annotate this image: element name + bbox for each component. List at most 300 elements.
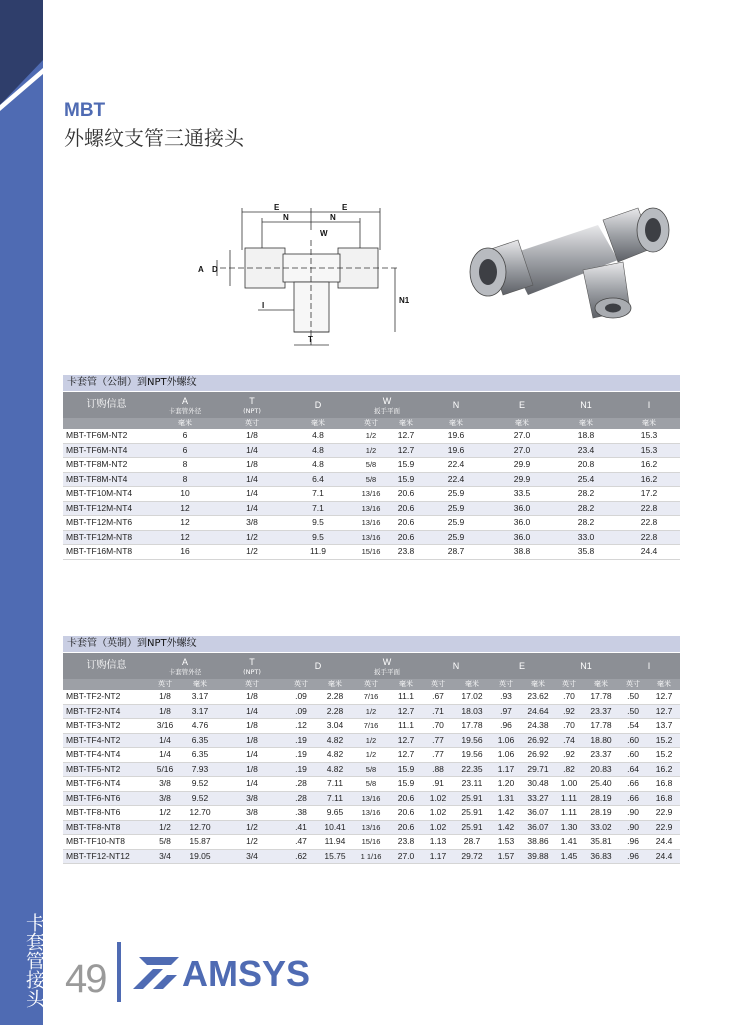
table-cell: 27.0 xyxy=(390,849,422,864)
table-cell: 15.9 xyxy=(390,458,422,473)
col-n: N xyxy=(422,653,490,679)
imperial-table xyxy=(63,653,680,864)
table-cell: .66 xyxy=(618,791,648,806)
table-cell: 17.78 xyxy=(584,719,618,734)
table-cell: .09 xyxy=(284,690,318,704)
table-cell: 33.27 xyxy=(522,791,554,806)
table-cell: 25.91 xyxy=(454,820,490,835)
table-cell: 13/16 xyxy=(352,487,390,502)
table-cell: 13.7 xyxy=(648,719,680,734)
table-cell: 1/4 xyxy=(220,777,284,792)
table-cell: .38 xyxy=(284,806,318,821)
table-cell: 28.2 xyxy=(554,487,618,502)
table-cell: 11.1 xyxy=(390,690,422,704)
table-cell: 17.2 xyxy=(618,487,680,502)
table-cell: 1.53 xyxy=(490,835,522,850)
table-cell: 12 xyxy=(150,501,220,516)
table-cell: 16.2 xyxy=(648,762,680,777)
table-cell: 1/8 xyxy=(220,429,284,443)
table-cell: 29.9 xyxy=(490,472,554,487)
unit-e: 毫米 xyxy=(490,418,554,429)
order-code-cell: MBT-TF2-NT4 xyxy=(63,704,150,719)
table-row xyxy=(63,530,680,545)
unit-in: 英寸 xyxy=(220,679,284,690)
table-cell: 35.8 xyxy=(554,545,618,560)
table-cell: 1.02 xyxy=(422,806,454,821)
order-code-cell: MBT-TF8-NT8 xyxy=(63,820,150,835)
table-cell: .71 xyxy=(422,704,454,719)
table-cell: 20.6 xyxy=(390,501,422,516)
table-cell: 7.1 xyxy=(284,501,352,516)
table-cell: 1/4 xyxy=(220,487,284,502)
table-cell: 38.8 xyxy=(490,545,554,560)
table-cell: 3/4 xyxy=(220,849,284,864)
table-cell: .47 xyxy=(284,835,318,850)
table-cell: 1/8 xyxy=(220,719,284,734)
table-cell: 17.78 xyxy=(584,690,618,704)
order-code-cell: MBT-TF12M-NT8 xyxy=(63,530,150,545)
table-cell: 1.42 xyxy=(490,820,522,835)
table-cell: .92 xyxy=(554,748,584,763)
col-n1: N1 xyxy=(554,653,618,679)
order-code-cell: MBT-TF4-NT2 xyxy=(63,733,150,748)
table-cell: .90 xyxy=(618,806,648,821)
table-row xyxy=(63,487,680,502)
table-cell: 1.02 xyxy=(422,791,454,806)
col-d: D xyxy=(284,392,352,418)
table-cell: 1/8 xyxy=(220,762,284,777)
table-cell: 16 xyxy=(150,545,220,560)
table-cell: 1.06 xyxy=(490,733,522,748)
table-row xyxy=(63,748,680,763)
table-cell: .50 xyxy=(618,704,648,719)
table-cell: .60 xyxy=(618,733,648,748)
table-cell: 29.71 xyxy=(522,762,554,777)
table-cell: .96 xyxy=(490,719,522,734)
table-cell: 25.9 xyxy=(422,487,490,502)
imperial-table-title: 卡套管（英制）到NPT外螺纹 xyxy=(63,636,680,652)
table-cell: 15.2 xyxy=(648,748,680,763)
table-cell: 7/16 xyxy=(352,690,390,704)
table-cell: 5/8 xyxy=(150,835,180,850)
table-cell: 1/2 xyxy=(352,704,390,719)
table-cell: 13/16 xyxy=(352,791,390,806)
table-cell: 1/8 xyxy=(150,690,180,704)
table-cell: 1/4 xyxy=(220,704,284,719)
order-code-cell: MBT-TF8-NT6 xyxy=(63,806,150,821)
table-cell: 5/8 xyxy=(352,458,390,473)
table-cell: 13/16 xyxy=(352,806,390,821)
table-cell: 1.17 xyxy=(490,762,522,777)
table-cell: 24.4 xyxy=(648,849,680,864)
unit-mm: 毫米 xyxy=(522,679,554,690)
table-cell: .64 xyxy=(618,762,648,777)
table-cell: 12 xyxy=(150,516,220,531)
table-cell: 7.11 xyxy=(318,777,352,792)
product-name: 外螺纹支管三通接头 xyxy=(64,126,244,150)
table-cell: 28.2 xyxy=(554,516,618,531)
unit-mm: 毫米 xyxy=(648,679,680,690)
table-cell: 13/16 xyxy=(352,820,390,835)
table-cell: 25.91 xyxy=(454,806,490,821)
unit-mm: 毫米 xyxy=(584,679,618,690)
col-e: E xyxy=(490,653,554,679)
metric-table-title: 卡套管（公制）到NPT外螺纹 xyxy=(63,375,680,391)
table-cell: 8 xyxy=(150,458,220,473)
table-cell: 12.70 xyxy=(180,806,220,821)
table-cell: 22.35 xyxy=(454,762,490,777)
table-cell: 12.70 xyxy=(180,820,220,835)
table-cell: .60 xyxy=(618,748,648,763)
table-cell: 7.93 xyxy=(180,762,220,777)
table-cell: 19.6 xyxy=(422,429,490,443)
table-cell: 5/8 xyxy=(352,777,390,792)
table-cell: 4.8 xyxy=(284,443,352,458)
table-cell: 26.92 xyxy=(522,748,554,763)
unit-in: 英寸 xyxy=(284,679,318,690)
table-cell: 17.78 xyxy=(454,719,490,734)
table-cell: 24.64 xyxy=(522,704,554,719)
table-cell: 26.92 xyxy=(522,733,554,748)
order-code-cell: MBT-TF12M-NT4 xyxy=(63,501,150,516)
table-cell: 1.17 xyxy=(422,849,454,864)
table-cell: .54 xyxy=(618,719,648,734)
table-cell: 19.05 xyxy=(180,849,220,864)
table-cell: 12 xyxy=(150,530,220,545)
table-cell: 9.65 xyxy=(318,806,352,821)
table-cell: 3/8 xyxy=(220,791,284,806)
unit-in: 英寸 xyxy=(554,679,584,690)
col-i: I xyxy=(618,653,680,679)
table-cell: 1/4 xyxy=(220,748,284,763)
table-cell: 1/2 xyxy=(352,748,390,763)
table-cell: 22.4 xyxy=(422,458,490,473)
table-cell: 12.7 xyxy=(648,690,680,704)
table-cell: 11.1 xyxy=(390,719,422,734)
table-cell: 4.82 xyxy=(318,762,352,777)
unit-mm: 毫米 xyxy=(180,679,220,690)
unit-d: 毫米 xyxy=(284,418,352,429)
table-cell: 1.42 xyxy=(490,806,522,821)
table-cell: 12.7 xyxy=(390,704,422,719)
table-cell: 20.6 xyxy=(390,516,422,531)
table-cell: 18.80 xyxy=(584,733,618,748)
table-row xyxy=(63,472,680,487)
table-cell: 11.9 xyxy=(284,545,352,560)
order-code-cell: MBT-TF6-NT6 xyxy=(63,791,150,806)
table-cell: 23.8 xyxy=(390,835,422,850)
dim-label-t: T xyxy=(308,335,313,344)
table-cell: 1/8 xyxy=(220,733,284,748)
dimension-drawing xyxy=(190,200,415,355)
table-cell: 1/4 xyxy=(150,748,180,763)
col-n: N xyxy=(422,392,490,418)
table-cell: 2.28 xyxy=(318,690,352,704)
table-cell: 8 xyxy=(150,472,220,487)
table-cell: 36.0 xyxy=(490,530,554,545)
unit-in: 英寸 xyxy=(490,679,522,690)
page-number: 49 xyxy=(65,957,106,1001)
table-cell: 27.0 xyxy=(490,429,554,443)
table-cell: 36.07 xyxy=(522,820,554,835)
table-cell: 1/2 xyxy=(220,820,284,835)
dim-label-d: D xyxy=(212,265,218,274)
table-cell: 1.02 xyxy=(422,820,454,835)
table-cell: 1/8 xyxy=(220,690,284,704)
col-t: T (NPT) xyxy=(220,392,284,418)
table-row xyxy=(63,835,680,850)
table-cell: 15.3 xyxy=(618,429,680,443)
table-cell: 3/8 xyxy=(150,791,180,806)
table-cell: 9.5 xyxy=(284,530,352,545)
table-cell: 36.07 xyxy=(522,806,554,821)
table-cell: 25.9 xyxy=(422,530,490,545)
table-cell: 6 xyxy=(150,443,220,458)
table-row xyxy=(63,690,680,704)
table-cell: 1.06 xyxy=(490,748,522,763)
table-cell: 4.82 xyxy=(318,748,352,763)
unit-n1: 毫米 xyxy=(554,418,618,429)
table-cell: 24.4 xyxy=(618,545,680,560)
table-cell: 3.04 xyxy=(318,719,352,734)
table-cell: 17.02 xyxy=(454,690,490,704)
table-cell: 33.0 xyxy=(554,530,618,545)
table-cell: 15.87 xyxy=(180,835,220,850)
table-row xyxy=(63,820,680,835)
table-cell: 22.8 xyxy=(618,501,680,516)
table-cell: 1/2 xyxy=(220,545,284,560)
order-code-cell: MBT-TF6M-NT4 xyxy=(63,443,150,458)
table-cell: 16.8 xyxy=(648,777,680,792)
table-cell: 22.4 xyxy=(422,472,490,487)
col-order-info: 订购信息 xyxy=(63,653,150,679)
table-cell: 5/16 xyxy=(150,762,180,777)
table-cell: 3.17 xyxy=(180,704,220,719)
table-cell: 9.52 xyxy=(180,777,220,792)
table-cell: 22.8 xyxy=(618,516,680,531)
table-cell: 23.62 xyxy=(522,690,554,704)
table-cell: 1.31 xyxy=(490,791,522,806)
table-cell: 20.6 xyxy=(390,806,422,821)
table-cell: 7.11 xyxy=(318,791,352,806)
table-cell: 1.45 xyxy=(554,849,584,864)
order-code-cell: MBT-TF10M-NT4 xyxy=(63,487,150,502)
table-cell: 4.82 xyxy=(318,733,352,748)
col-d: D xyxy=(284,653,352,679)
table-cell: 3/8 xyxy=(220,806,284,821)
table-cell: 15.3 xyxy=(618,443,680,458)
unit-w-mm: 毫米 xyxy=(390,418,422,429)
table-cell: 13/16 xyxy=(352,501,390,516)
table-cell: 5/8 xyxy=(352,762,390,777)
table-cell: 36.0 xyxy=(490,516,554,531)
table-row xyxy=(63,704,680,719)
table-row xyxy=(63,849,680,864)
table-cell: 13/16 xyxy=(352,516,390,531)
col-a: A 卡套管外径 xyxy=(150,392,220,418)
table-cell: 19.6 xyxy=(422,443,490,458)
table-cell: 12.7 xyxy=(390,443,422,458)
table-cell: 28.19 xyxy=(584,791,618,806)
table-cell: 7.1 xyxy=(284,487,352,502)
unit-t: 英寸 xyxy=(220,418,284,429)
table-cell: 15/16 xyxy=(352,545,390,560)
table-cell: .77 xyxy=(422,733,454,748)
order-code-cell: MBT-TF12-NT12 xyxy=(63,849,150,864)
table-cell: .67 xyxy=(422,690,454,704)
order-code-cell: MBT-TF12M-NT6 xyxy=(63,516,150,531)
order-code-cell: MBT-TF6-NT4 xyxy=(63,777,150,792)
table-cell: 18.8 xyxy=(554,429,618,443)
table-cell: .92 xyxy=(554,704,584,719)
order-code-cell: MBT-TF2-NT2 xyxy=(63,690,150,704)
table-cell: 1.11 xyxy=(554,791,584,806)
table-cell: .74 xyxy=(554,733,584,748)
table-cell: 6.35 xyxy=(180,748,220,763)
unit-w-in: 英寸 xyxy=(352,418,390,429)
table-cell: 1.30 xyxy=(554,820,584,835)
col-e: E xyxy=(490,392,554,418)
table-cell: .70 xyxy=(554,719,584,734)
dim-label-n1-vert: N1 xyxy=(399,296,410,305)
table-cell: 36.0 xyxy=(490,501,554,516)
table-cell: 23.37 xyxy=(584,748,618,763)
sidebar xyxy=(0,0,43,1025)
table-cell: 23.11 xyxy=(454,777,490,792)
table-cell: 3/16 xyxy=(150,719,180,734)
dim-label-e1: E xyxy=(274,203,280,212)
table-cell: 25.9 xyxy=(422,501,490,516)
table-cell: 24.4 xyxy=(648,835,680,850)
table-cell: 9.52 xyxy=(180,791,220,806)
table-cell: .96 xyxy=(618,835,648,850)
table-cell: 20.8 xyxy=(554,458,618,473)
col-w: W 扳手平面 xyxy=(352,653,422,679)
table-cell: 25.9 xyxy=(422,516,490,531)
table-cell: 15.9 xyxy=(390,762,422,777)
table-cell: 1/2 xyxy=(220,530,284,545)
table-cell: 12.7 xyxy=(648,704,680,719)
table-cell: 4.8 xyxy=(284,458,352,473)
unit-a: 毫米 xyxy=(150,418,220,429)
dim-label-e2: E xyxy=(342,203,348,212)
table-cell: 16.2 xyxy=(618,472,680,487)
col-order-info: 订购信息 xyxy=(63,392,150,418)
table-cell: 23.37 xyxy=(584,704,618,719)
order-code-cell: MBT-TF5-NT2 xyxy=(63,762,150,777)
table-cell: 6 xyxy=(150,429,220,443)
table-cell: .93 xyxy=(490,690,522,704)
product-model: MBT xyxy=(64,100,106,121)
table-row xyxy=(63,777,680,792)
table-row xyxy=(63,791,680,806)
dim-label-a: A xyxy=(198,265,204,274)
table-cell: 28.19 xyxy=(584,806,618,821)
table-cell: 1/2 xyxy=(220,835,284,850)
table-cell: 29.9 xyxy=(490,458,554,473)
order-code-cell: MBT-TF16M-NT8 xyxy=(63,545,150,560)
unit-i: 毫米 xyxy=(618,418,680,429)
table-cell: 2.28 xyxy=(318,704,352,719)
dim-label-n2: N xyxy=(330,213,336,222)
unit-in: 英寸 xyxy=(618,679,648,690)
table-cell: 15.75 xyxy=(318,849,352,864)
table-cell: 29.72 xyxy=(454,849,490,864)
table-cell: 9.5 xyxy=(284,516,352,531)
table-cell: 15.9 xyxy=(390,777,422,792)
table-cell: 1.13 xyxy=(422,835,454,850)
table-cell: 1/4 xyxy=(220,443,284,458)
table-cell: .90 xyxy=(618,820,648,835)
table-row xyxy=(63,806,680,821)
unit-mm: 毫米 xyxy=(390,679,422,690)
order-code-cell: MBT-TF6M-NT2 xyxy=(63,429,150,443)
table-cell: 1/2 xyxy=(352,443,390,458)
table-cell: 1.00 xyxy=(554,777,584,792)
unit-in: 英寸 xyxy=(352,679,390,690)
brand-name: AMSYS xyxy=(182,953,311,994)
table-cell: .91 xyxy=(422,777,454,792)
table-row xyxy=(63,733,680,748)
unit-n: 毫米 xyxy=(422,418,490,429)
table-cell: 33.02 xyxy=(584,820,618,835)
table-cell: .09 xyxy=(284,704,318,719)
table-cell: 38.86 xyxy=(522,835,554,850)
order-code-cell: MBT-TF8M-NT4 xyxy=(63,472,150,487)
order-code-cell: MBT-TF10-NT8 xyxy=(63,835,150,850)
table-cell: 15.9 xyxy=(390,472,422,487)
table-row xyxy=(63,501,680,516)
table-cell: .88 xyxy=(422,762,454,777)
table-cell: 3/4 xyxy=(150,849,180,864)
table-cell: .19 xyxy=(284,733,318,748)
table-cell: 1 1/16 xyxy=(352,849,390,864)
table-cell: .28 xyxy=(284,791,318,806)
unit-mm: 毫米 xyxy=(454,679,490,690)
table-cell: 4.8 xyxy=(284,429,352,443)
table-cell: 15.2 xyxy=(648,733,680,748)
table-cell: 1/2 xyxy=(352,429,390,443)
order-code-cell: MBT-TF8M-NT2 xyxy=(63,458,150,473)
table-cell: 20.6 xyxy=(390,487,422,502)
table-cell: .19 xyxy=(284,748,318,763)
table-cell: 22.8 xyxy=(618,530,680,545)
col-i: I xyxy=(618,392,680,418)
table-cell: 12.7 xyxy=(390,429,422,443)
table-cell: 25.91 xyxy=(454,791,490,806)
table-cell: .41 xyxy=(284,820,318,835)
table-cell: .70 xyxy=(554,690,584,704)
table-cell: 20.6 xyxy=(390,791,422,806)
table-cell: 20.6 xyxy=(390,530,422,545)
order-code-cell: MBT-TF3-NT2 xyxy=(63,719,150,734)
table-cell: .70 xyxy=(422,719,454,734)
table-cell: 1/2 xyxy=(352,733,390,748)
table-cell: 3/8 xyxy=(220,516,284,531)
table-cell: 18.03 xyxy=(454,704,490,719)
col-n1: N1 xyxy=(554,392,618,418)
unit-in: 英寸 xyxy=(422,679,454,690)
table-row xyxy=(63,545,680,560)
unit-mm: 毫米 xyxy=(318,679,352,690)
table-cell: .12 xyxy=(284,719,318,734)
dim-label-i: I xyxy=(262,301,265,310)
table-cell: 35.81 xyxy=(584,835,618,850)
table-cell: 25.4 xyxy=(554,472,618,487)
order-code-cell: MBT-TF4-NT4 xyxy=(63,748,150,763)
table-row xyxy=(63,443,680,458)
dim-label-n1: N xyxy=(283,213,289,222)
